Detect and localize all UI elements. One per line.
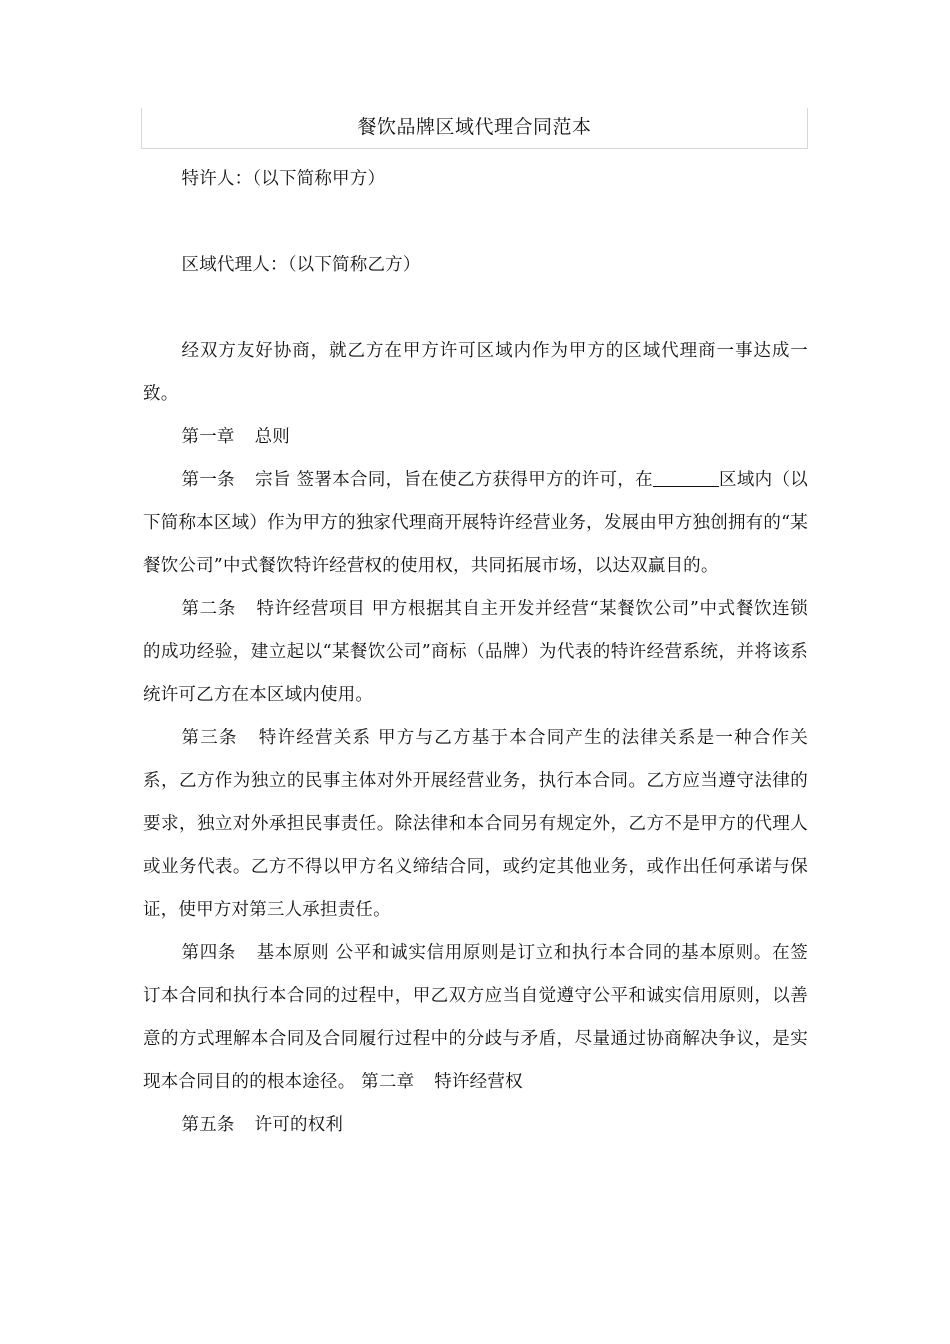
article-5-label: 第五条 <box>181 1115 235 1135</box>
article-2-label: 第二条 <box>181 599 236 619</box>
title-box <box>141 108 808 149</box>
article-1-label: 第一条 <box>181 470 235 490</box>
chapter-2-name: 特许经营权 <box>434 1072 523 1092</box>
chapter-1-label: 第一章 <box>181 427 235 447</box>
article-4-heading: 基本原则 <box>256 943 330 963</box>
chapter-1-name: 总则 <box>254 427 291 447</box>
article-4-text: 公平和诚实信用原则是订立和执行本合同的基本原则。在签订本合同和执行本合同的过程中，甲乙双方应当自觉遵守公平和诚实信用原则，以善意的方式理解本合同及合同履行过程中的分歧与矛盾，尽量通过协商解决争议，是实现本合同目的的根本途径。 <box>143 943 809 1092</box>
article-4 <box>143 932 808 1104</box>
article-1-text-b: 区域内（以下简称本区域）作为甲方的独家代理商开展特许经营业务，发展由甲方独创拥有的“某餐饮公司”中式餐饮特许经营权的使用权，共同拓展市场，以达双赢目的。 <box>143 470 809 576</box>
chapter-2-label: 第二章 <box>361 1072 415 1092</box>
article-2-text: 甲方根据其自主开发并经营“某餐饮公司”中式餐饮连锁的成功经验，建立起以“某餐饮公司”商标（品牌）为代表的特许经营系统，并将该系统许可乙方在本区域内使用。 <box>143 599 808 705</box>
article-4-label: 第四条 <box>181 943 237 963</box>
article-3-text: 甲方与乙方基于本合同产生的法律关系是一种合作关系，乙方作为独立的民事主体对外开展经营业务，执行本合同。乙方应当遵守法律的要求，独立对外承担民事责任。除法律和本合同另有规定外，乙方不是甲方的代理人或业务代表。乙方不得以甲方名义缔结合同，或约定其他业务，或作出任何承诺与保证，使甲方对第三人承担责任。 <box>143 728 809 920</box>
intro-paragraph: 经双方友好协商，就乙方在甲方许可区域内作为甲方的区域代理商一事达成一致。 <box>143 341 808 404</box>
document-title: 餐饮品牌区域代理合同范本 <box>357 116 592 138</box>
franchisor-line: 特许人：（以下简称甲方） <box>181 169 386 189</box>
article-3-heading: 特许经营关系 <box>257 728 372 748</box>
article-5-heading: 许可的权利 <box>254 1115 344 1135</box>
article-3 <box>143 717 808 932</box>
article-1-text-a: 签署本合同，旨在使乙方获得甲方的许可，在 <box>296 470 653 490</box>
chapter-1-heading <box>143 416 808 459</box>
document-body <box>143 158 808 1147</box>
article-1-heading: 宗旨 <box>254 470 291 490</box>
region-blank-line <box>653 469 719 488</box>
article-3-label: 第三条 <box>181 728 238 748</box>
article-2-heading: 特许经营项目 <box>255 599 366 619</box>
agent-line: 区域代理人：（以下简称乙方） <box>181 255 421 275</box>
article-5 <box>143 1104 808 1147</box>
article-1 <box>143 459 808 588</box>
article-2 <box>143 588 808 717</box>
